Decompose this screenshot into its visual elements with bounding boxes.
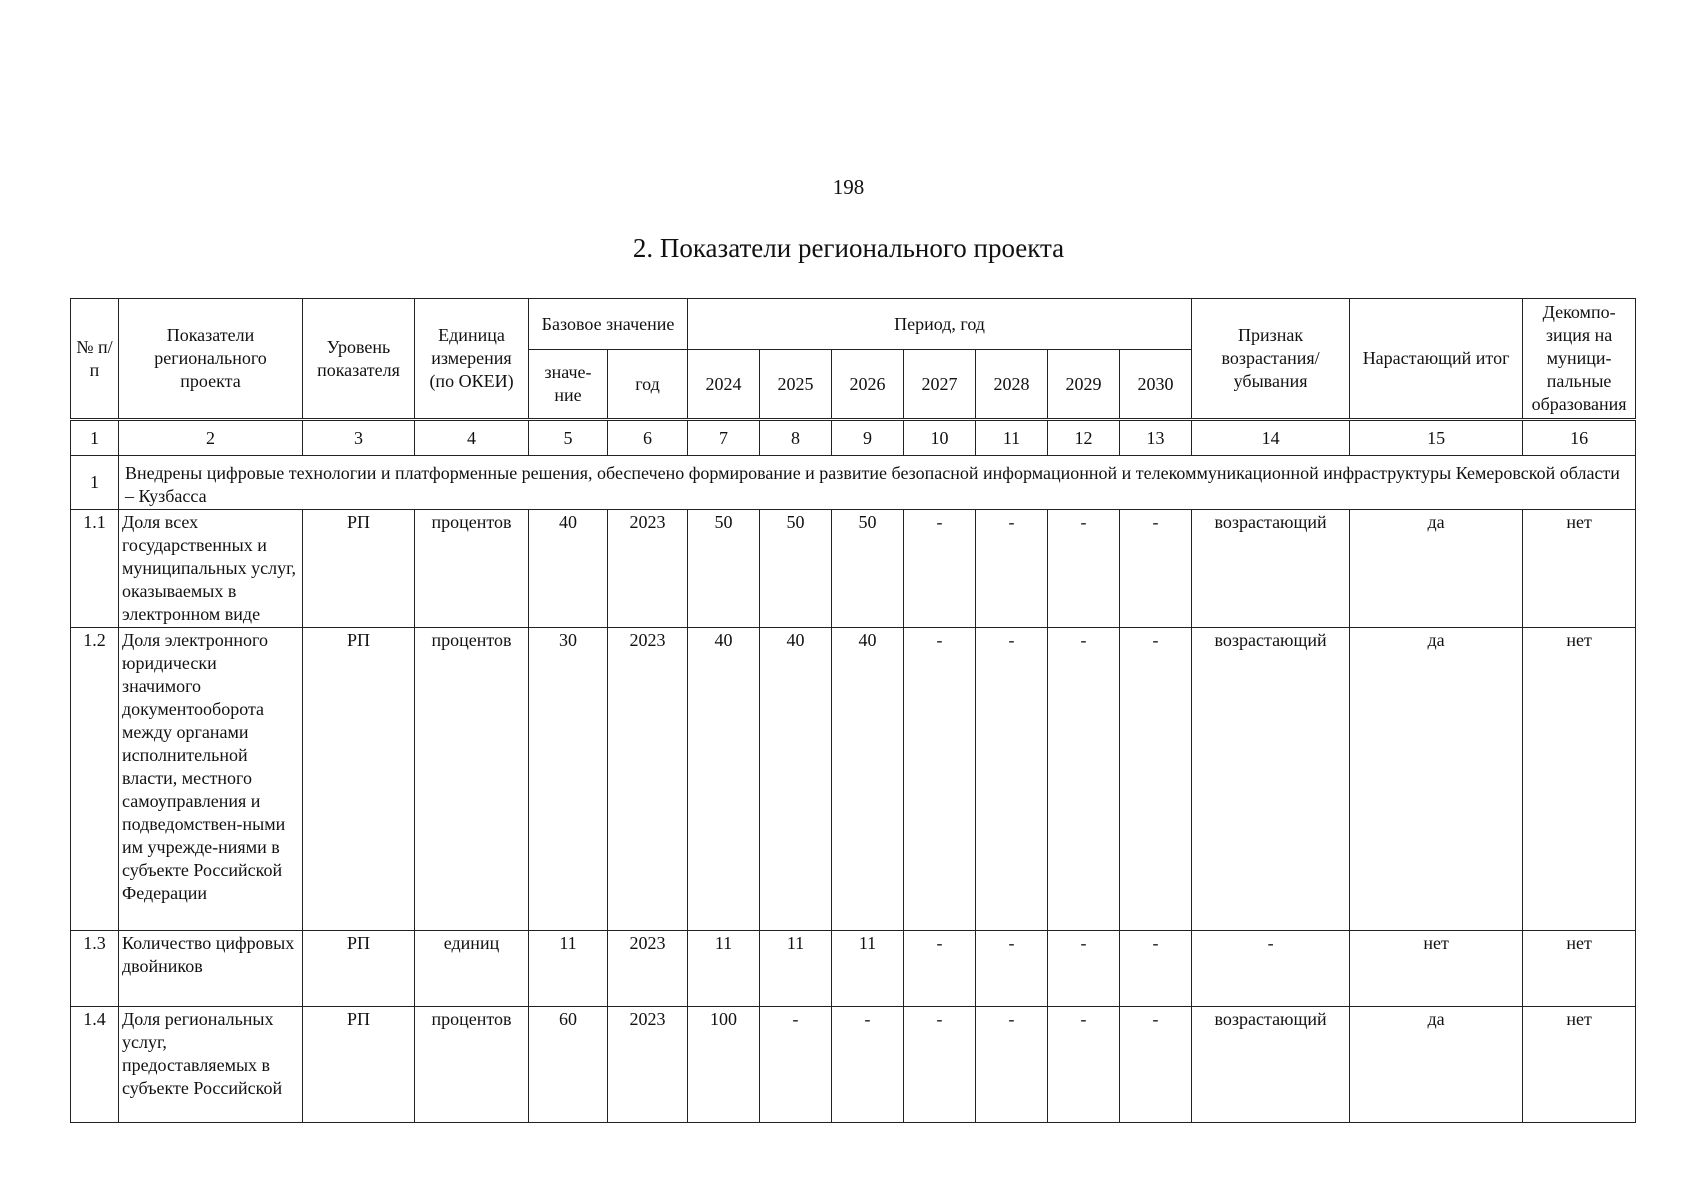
column-number: 11 (976, 420, 1048, 456)
row-trend: возрастающий (1192, 628, 1350, 931)
section-num: 1 (71, 456, 119, 510)
header-base-val: значе-ние (529, 350, 608, 420)
column-number: 14 (1192, 420, 1350, 456)
page-number: 198 (832, 175, 865, 199)
header-level: Уровень показателя (303, 299, 415, 420)
row-level: РП (303, 1007, 415, 1123)
row-base-year: 2023 (608, 931, 688, 1007)
header-base-year: год (608, 350, 688, 420)
row-cumulative: нет (1350, 931, 1523, 1007)
row-2029: - (1048, 1007, 1120, 1123)
row-unit: процентов (415, 510, 529, 628)
row-base-value: 30 (529, 628, 608, 931)
row-num: 1.1 (71, 510, 119, 628)
header-year-2030: 2030 (1120, 350, 1192, 420)
column-number: 13 (1120, 420, 1192, 456)
row-base-value: 40 (529, 510, 608, 628)
row-indicator-name: Доля региональных услуг, предоставляемых в субъекте Российской (119, 1007, 303, 1123)
row-level: РП (303, 931, 415, 1007)
header-trend: Признак возрастания/ убывания (1192, 299, 1350, 420)
row-2024: 100 (688, 1007, 760, 1123)
row-2025: 11 (760, 931, 832, 1007)
column-number: 3 (303, 420, 415, 456)
row-2027: - (904, 510, 976, 628)
table-row (71, 1007, 1636, 1123)
row-2030: - (1120, 1007, 1192, 1123)
document-title: 2. Показатели регионального проекта (632, 233, 1065, 263)
header-base-value: Базовое значение (529, 299, 688, 350)
row-cumulative: да (1350, 1007, 1523, 1123)
table-row (71, 510, 1636, 628)
row-indicator-name: Доля электронного юридически значимого документооборота между органами исполнительной власти, местного самоуправления и подведомствен-ными им учрежде-ниями в субъекте Российской Федерации (119, 628, 303, 931)
row-2029: - (1048, 510, 1120, 628)
row-2028: - (976, 931, 1048, 1007)
row-2024: 11 (688, 931, 760, 1007)
column-number: 15 (1350, 420, 1523, 456)
row-num: 1.2 (71, 628, 119, 931)
row-2028: - (976, 1007, 1048, 1123)
column-number: 9 (832, 420, 904, 456)
row-trend: возрастающий (1192, 1007, 1350, 1123)
row-2030: - (1120, 510, 1192, 628)
header-year-2026: 2026 (832, 350, 904, 420)
header-unit: Единица измерения (по ОКЕИ) (415, 299, 529, 420)
header-year-2024: 2024 (688, 350, 760, 420)
row-2030: - (1120, 931, 1192, 1007)
row-2026: 11 (832, 931, 904, 1007)
header-year-2027: 2027 (904, 350, 976, 420)
header-cumulative: Нарастающий итог (1350, 299, 1523, 420)
row-level: РП (303, 628, 415, 931)
row-num: 1.4 (71, 1007, 119, 1123)
table-row (71, 628, 1636, 931)
row-base-value: 11 (529, 931, 608, 1007)
row-2028: - (976, 510, 1048, 628)
indicators-table (70, 298, 1636, 1123)
row-2025: 40 (760, 628, 832, 931)
row-2025: 50 (760, 510, 832, 628)
row-trend: возрастающий (1192, 510, 1350, 628)
row-2029: - (1048, 628, 1120, 931)
row-base-year: 2023 (608, 628, 688, 931)
row-decomposition: нет (1523, 510, 1636, 628)
header-indicators: Показатели регионального проекта (119, 299, 303, 420)
row-num: 1.3 (71, 931, 119, 1007)
row-2027: - (904, 1007, 976, 1123)
header-decomposition: Декомпо-зиция на муници-пальные образования (1523, 299, 1636, 420)
header-year-2025: 2025 (760, 350, 832, 420)
header-row-top (71, 299, 1636, 350)
row-decomposition: нет (1523, 628, 1636, 931)
column-number: 5 (529, 420, 608, 456)
header-year-2029: 2029 (1048, 350, 1120, 420)
row-level: РП (303, 510, 415, 628)
row-2028: - (976, 628, 1048, 931)
section-row (71, 456, 1636, 510)
row-2026: 50 (832, 510, 904, 628)
header-period: Период, год (688, 299, 1192, 350)
row-2029: - (1048, 931, 1120, 1007)
header-num: № п/п (71, 299, 119, 420)
row-trend: - (1192, 931, 1350, 1007)
row-unit: единиц (415, 931, 529, 1007)
column-number: 2 (119, 420, 303, 456)
column-number: 6 (608, 420, 688, 456)
row-indicator-name: Доля всех государственных и муниципальных услуг, оказываемых в электронном виде (119, 510, 303, 628)
row-decomposition: нет (1523, 1007, 1636, 1123)
row-cumulative: да (1350, 628, 1523, 931)
row-2024: 40 (688, 628, 760, 931)
row-2024: 50 (688, 510, 760, 628)
row-base-value: 60 (529, 1007, 608, 1123)
header-year-2028: 2028 (976, 350, 1048, 420)
row-2025: - (760, 1007, 832, 1123)
row-2026: 40 (832, 628, 904, 931)
row-base-year: 2023 (608, 510, 688, 628)
column-number: 4 (415, 420, 529, 456)
column-number: 12 (1048, 420, 1120, 456)
column-number-row (71, 420, 1636, 456)
row-unit: процентов (415, 1007, 529, 1123)
row-2027: - (904, 931, 976, 1007)
row-2026: - (832, 1007, 904, 1123)
row-2030: - (1120, 628, 1192, 931)
table-row (71, 931, 1636, 1007)
row-base-year: 2023 (608, 1007, 688, 1123)
column-number: 1 (71, 420, 119, 456)
column-number: 10 (904, 420, 976, 456)
column-number: 8 (760, 420, 832, 456)
row-unit: процентов (415, 628, 529, 931)
section-title: Внедрены цифровые технологии и платформенные решения, обеспечено формирование и развитие безопасной информационной и телекоммуникационной инфраструктуры Кемеровской области – Кузбасса (119, 456, 1636, 510)
row-cumulative: да (1350, 510, 1523, 628)
row-2027: - (904, 628, 976, 931)
column-number: 16 (1523, 420, 1636, 456)
row-indicator-name: Количество цифровых двойников (119, 931, 303, 1007)
column-number: 7 (688, 420, 760, 456)
row-decomposition: нет (1523, 931, 1636, 1007)
